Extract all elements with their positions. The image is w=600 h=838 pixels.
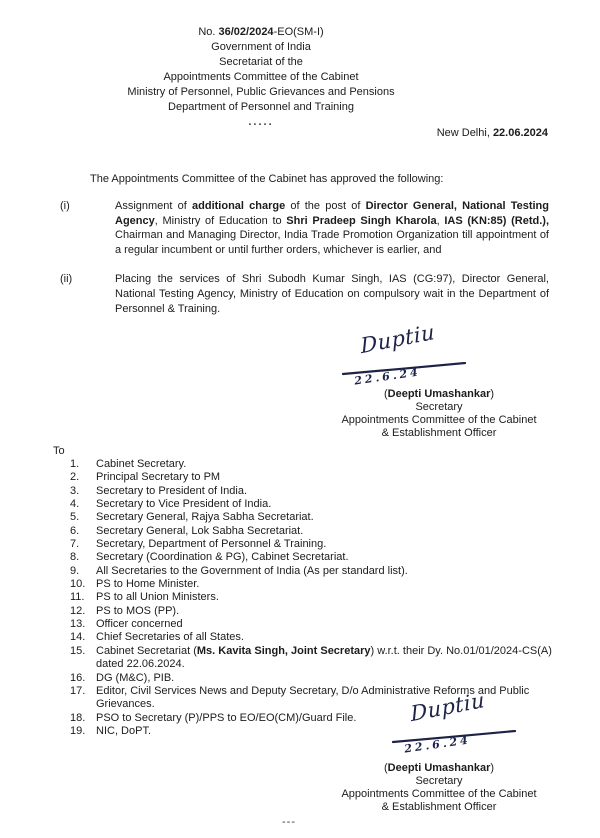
list-item-number: 3.: [70, 484, 80, 497]
list-item-text: [96, 645, 552, 672]
sig-title-lines: [322, 775, 556, 814]
text-run: -EO(SM-I): [273, 26, 324, 38]
item-marker: (i): [60, 200, 70, 212]
list-item: [70, 591, 552, 604]
list-item: [70, 605, 552, 618]
text-run: Secretary, Department of Personnel & Training.: [96, 538, 327, 551]
list-item-text: [96, 565, 552, 578]
to-label: To: [53, 445, 65, 457]
bold-text-run: 22.06.2024: [492, 127, 548, 139]
text-run: Secretary to President of India.: [96, 484, 248, 497]
text-run: Appointments Committee of the Cabinet: [163, 71, 359, 83]
list-item-number: 4.: [70, 498, 80, 511]
text-run: Cabinet Secretariat (: [96, 644, 197, 657]
text-run: Secretary (Coordination & PG), Cabinet Secretariat.: [96, 551, 349, 564]
bold-text-run: Shri Pradeep Singh Kharola: [286, 214, 437, 227]
text-run: (: [383, 388, 388, 400]
text-run: Secretariat of the: [219, 56, 303, 68]
bold-text-run: 36/02/2024: [218, 26, 274, 38]
text-run: All Secretaries to the Government of India (As per standard list).: [96, 564, 408, 577]
letterhead: [11, 25, 511, 115]
text-run: Secretary General, Rajya Sabha Secretariat.: [96, 511, 314, 524]
list-item: [70, 458, 552, 471]
list-item-number: 10.: [70, 578, 86, 591]
list-item-text: [96, 471, 552, 484]
signatory-title-line: Appointments Committee of the Cabinet: [341, 788, 537, 800]
list-item: [70, 672, 552, 685]
intro-paragraph: The Appointments Committee of the Cabinet has approved the following:: [90, 173, 444, 185]
list-item-text: [96, 485, 552, 498]
signatory-title-line: Appointments Committee of the Cabinet: [341, 414, 537, 426]
signatory-title-line: & Establishment Officer: [381, 801, 497, 813]
approval-item: [60, 272, 549, 316]
list-item: [70, 618, 552, 631]
text-run: Secretary to Vice President of India.: [96, 498, 272, 511]
list-item-number: 5.: [70, 511, 80, 524]
letterhead-line: [11, 55, 511, 70]
list-item-text: [96, 525, 552, 538]
sig-title-lines: [322, 401, 556, 440]
list-item: [70, 511, 552, 524]
list-item: [70, 485, 552, 498]
approval-item: [60, 199, 549, 257]
list-item-text: [96, 618, 552, 631]
list-item-text: [96, 591, 552, 604]
list-item-number: 8.: [70, 551, 80, 564]
list-item-number: 9.: [70, 564, 80, 577]
bold-text-run: IAS (KN:85) (Retd.),: [444, 214, 550, 227]
list-item-number: 1.: [70, 458, 80, 470]
bold-text-run: Director General, National Testing Agency: [115, 200, 549, 227]
signatory-title-line: Secretary: [415, 775, 463, 787]
bold-text-run: Deepti Umashankar: [387, 388, 491, 400]
letterhead-line: [11, 70, 511, 85]
text-run: Chairman and Managing Director, India Trade Promotion Organization till appointment of a regular incumbent or until further orders, whichever is earlier, and: [115, 229, 549, 256]
item-marker: (ii): [60, 273, 73, 286]
list-item: [70, 631, 552, 644]
list-item: [70, 565, 552, 578]
list-item-number: 7.: [70, 538, 80, 551]
list-item-number: 11.: [70, 591, 85, 604]
text-run: No.: [198, 26, 219, 38]
list-item-number: 16.: [70, 671, 86, 684]
approval-items: [60, 199, 549, 331]
text-run: Ministry of Personnel, Public Grievances and Pensions: [127, 86, 395, 98]
list-item-number: 2.: [70, 471, 80, 484]
list-item-number: 19.: [70, 724, 86, 737]
signature-handwritten-date: 22.6.24: [353, 365, 422, 388]
list-item-text: [96, 578, 552, 591]
text-run: PS to all Union Ministers.: [96, 591, 219, 604]
text-run: New Delhi,: [436, 127, 493, 139]
text-run: , Ministry of Education to: [154, 214, 287, 227]
text-run: Placing the services of Shri Subodh Kumar Singh, IAS (CG:97), Director General, National Testing Agency, Ministry of Education on compulsory wait in the Department of Personnel & Training.: [115, 273, 549, 315]
list-item-number: 18.: [70, 711, 86, 724]
list-item: [70, 471, 552, 484]
text-run: ): [490, 388, 495, 400]
signatory-title-line: & Establishment Officer: [381, 427, 497, 439]
signatory-name: [322, 762, 556, 775]
signatory-block-bottom: [322, 762, 556, 814]
text-run: PSO to Secretary (P)/PPS to EO/EO(CM)/Guard File.: [96, 711, 357, 724]
text-run: ): [490, 762, 495, 774]
signature-handwritten-date: 22.6.24: [403, 733, 472, 756]
list-item-number: 15.: [70, 644, 86, 657]
list-item-text: [96, 498, 552, 511]
text-run: Government of India: [211, 41, 311, 53]
list-item-number: 14.: [70, 631, 86, 644]
bold-text-run: Ms. Kavita Singh, Joint Secretary: [196, 644, 371, 657]
signatory-title-line: Secretary: [415, 401, 463, 413]
text-run: ,: [436, 214, 445, 227]
list-item: [70, 525, 552, 538]
item-text: [115, 199, 549, 257]
end-of-document-mark: ---: [282, 816, 296, 828]
bold-text-run: additional charge: [192, 200, 286, 212]
list-item-number: 13.: [70, 618, 86, 631]
text-run: Chief Secretaries of all States.: [96, 631, 244, 644]
letterhead-line: [11, 100, 511, 115]
list-item: [70, 645, 552, 672]
text-run: NIC, DoPT.: [96, 724, 152, 737]
list-item: [70, 498, 552, 511]
list-item-number: 6.: [70, 524, 80, 537]
signature-script: Duptiu: [359, 319, 436, 359]
letterhead-line: [11, 85, 511, 100]
text-run: Cabinet Secretary.: [96, 458, 187, 470]
text-run: Officer concerned: [96, 618, 183, 631]
text-run: PS to MOS (PP).: [96, 604, 180, 617]
list-item-text: [96, 458, 552, 471]
text-run: DG (M&C), PIB.: [96, 671, 175, 684]
handwritten-signature-bottom: [388, 687, 533, 758]
text-run: Editor, Civil Services News and Deputy Secretary, D/o Administrative Reforms and Public Grievances.: [96, 684, 530, 711]
signature-script: Duptiu: [409, 687, 486, 727]
text-run: ) w.r.t. their Dy. No.01/01/2024-CS(A) dated 22.06.2024.: [96, 644, 552, 671]
list-item-text: [96, 551, 552, 564]
list-item-number: 12.: [70, 604, 86, 617]
list-item-text: [96, 511, 552, 524]
text-run: Department of Personnel and Training: [168, 101, 354, 113]
handwritten-signature-top: [338, 319, 483, 390]
signatory-name: [322, 388, 556, 401]
letterhead-line: [11, 25, 511, 40]
list-item-text: [96, 605, 552, 618]
bold-text-run: Deepti Umashankar: [387, 762, 491, 774]
text-run: Secretary General, Lok Sabha Secretariat.: [96, 524, 304, 537]
place-and-date-line: [0, 127, 548, 139]
text-run: Principal Secretary to PM: [96, 471, 221, 484]
list-item-number: 17.: [70, 684, 86, 697]
signatory-block-top: [322, 388, 556, 440]
text-run: PS to Home Minister.: [96, 578, 200, 591]
list-item: [70, 551, 552, 564]
list-item: [70, 578, 552, 591]
letterhead-line: [11, 40, 511, 55]
list-item-text: [96, 672, 552, 685]
item-text: [115, 272, 549, 316]
text-run: of the post of: [285, 200, 366, 212]
list-item-text: [96, 538, 552, 551]
list-item-text: [96, 631, 552, 644]
header-separator-dots: .....: [248, 116, 274, 128]
list-item: [70, 538, 552, 551]
text-run: Assignment of: [115, 200, 193, 212]
text-run: (: [383, 762, 388, 774]
